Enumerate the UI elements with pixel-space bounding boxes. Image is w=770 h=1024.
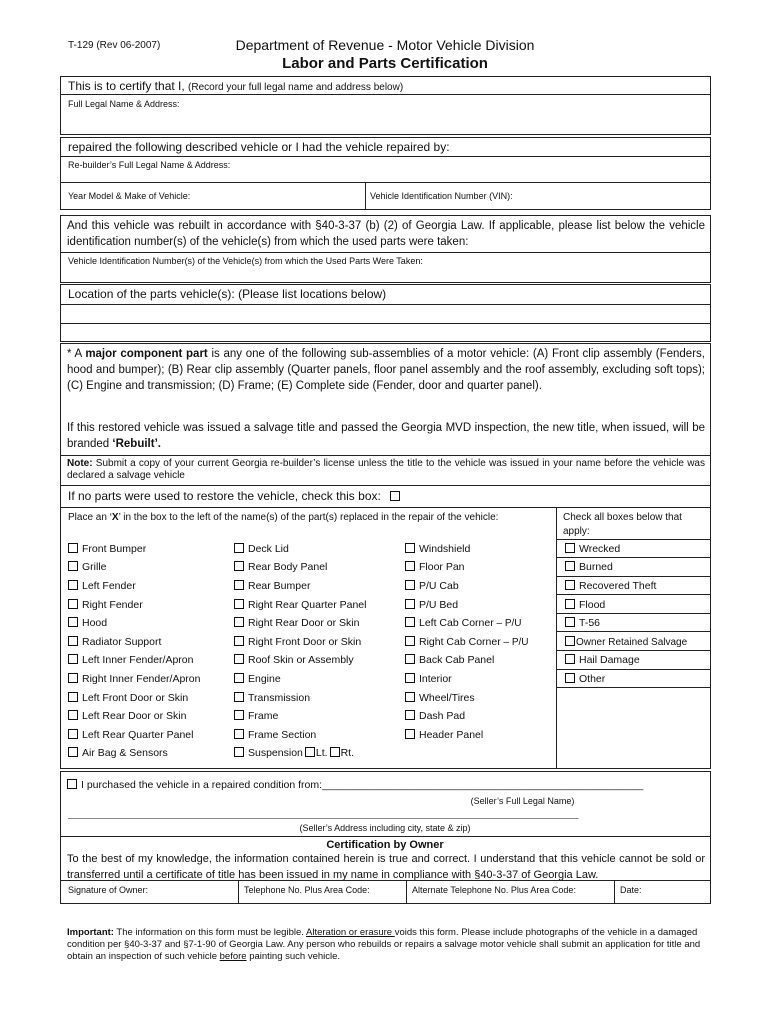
status-checkbox-burned[interactable]: Burned — [565, 559, 613, 576]
note-text: Note: Submit a copy of your current Georgia re-builder’s license unless the title to the vehicle was issued in your name before the vehicle was declared a salvage vehicle — [67, 458, 705, 481]
checkbox-icon[interactable] — [565, 673, 575, 683]
part-checkbox-right-rear-door[interactable]: Right Rear Door or Skin — [234, 615, 359, 632]
checkbox-icon[interactable] — [565, 636, 575, 646]
form-code: T-129 (Rev 06-2007) — [68, 40, 161, 51]
checkbox-icon[interactable] — [234, 673, 244, 683]
checkbox-icon[interactable] — [234, 580, 244, 590]
checkbox-icon[interactable] — [68, 654, 78, 664]
checkbox-icon[interactable] — [405, 636, 415, 646]
part-checkbox-windshield[interactable]: Windshield — [405, 541, 470, 558]
checkbox-icon[interactable] — [68, 561, 78, 571]
part-checkbox-back-cab-panel[interactable]: Back Cab Panel — [405, 652, 494, 669]
part-checkbox-header-panel[interactable]: Header Panel — [405, 727, 483, 744]
part-checkbox-left-rear-door[interactable]: Left Rear Door or Skin — [68, 708, 186, 725]
part-checkbox-frame-section[interactable]: Frame Section — [234, 727, 316, 744]
checkbox-icon[interactable] — [405, 543, 415, 553]
part-checkbox-right-front-door[interactable]: Right Front Door or Skin — [234, 634, 361, 651]
status-header: Check all boxes below that apply: — [563, 512, 682, 537]
part-checkbox-deck-lid[interactable]: Deck Lid — [234, 541, 289, 558]
parts-instructions: Place an ‘X’ in the box to the left of the name(s) of the part(s) replaced in the repair of the vehicle: — [68, 512, 499, 523]
part-checkbox-pu-bed[interactable]: P/U Bed — [405, 597, 458, 614]
alt-telephone-label: Alternate Telephone No. Plus Area Code: — [412, 885, 576, 895]
vin-label: Vehicle Identification Number (VIN): — [370, 191, 513, 201]
part-checkbox-right-inner-fender[interactable]: Right Inner Fender/Apron — [68, 671, 200, 688]
checkbox-icon[interactable] — [565, 617, 575, 627]
part-checkbox-floor-pan[interactable]: Floor Pan — [405, 559, 465, 576]
part-checkbox-grille[interactable]: Grille — [68, 559, 107, 576]
part-checkbox-rear-bumper[interactable]: Rear Bumper — [234, 578, 310, 595]
location-field-1[interactable] — [62, 306, 708, 321]
purchase-statement: I purchased the vehicle in a repaired condition from:_______________________________________________________ — [67, 779, 643, 791]
rebuilder-label: Re-builder’s Full Legal Name & Address: — [68, 160, 231, 170]
checkbox-icon[interactable] — [68, 729, 78, 739]
important-note: Important: The information on this form must be legible. Alteration or erasure voids this form. Please include photographs of the vehicle in a damaged condition per §40-3-37 and §7-1-90 of Georgia Law. Any person who rebuilds or repairs a salvage motor vehicle shall submit an application for title and obtain an inspection of such vehicle before painting such vehicle. — [67, 927, 701, 962]
part-checkbox-pu-cab[interactable]: P/U Cab — [405, 578, 459, 595]
checkbox-icon[interactable] — [565, 580, 575, 590]
checkbox-icon[interactable] — [68, 747, 78, 757]
owner-cert-title: Certification by Owner — [326, 839, 444, 851]
part-checkbox-suspension[interactable]: Suspension Lt. Rt. — [234, 745, 354, 762]
rebuilt-brand-text: If this restored vehicle was issued a salvage title and passed the Georgia MVD inspection, the new title, when issued, will be branded ‘Rebuilt’. — [67, 422, 705, 450]
seller-address-line[interactable]: ______________________________________________________________________________________________________ — [68, 809, 579, 819]
status-checkbox-hail-damage[interactable]: Hail Damage — [565, 652, 640, 669]
repair-lead: repaired the following described vehicle or I had the vehicle repaired by: — [68, 140, 450, 154]
checkbox-icon[interactable] — [68, 710, 78, 720]
checkbox-icon[interactable] — [68, 599, 78, 609]
location-label: Location of the parts vehicle(s): (Please list locations below) — [68, 287, 387, 301]
checkbox-icon[interactable] — [565, 561, 575, 571]
certify-lead: This is to certify that I, (Record your full legal name and address below) — [68, 79, 404, 93]
purchased-repaired-checkbox[interactable] — [67, 779, 77, 789]
major-component-text: * A major component part is any one of the following sub-assemblies of a motor vehicle: (A) Front clip assembly (Fenders, hood and bumper); (B) Rear clip assembly (Quarter panels, floor panel assembly and the roof assembly, excluding soft tops); (C) Engine and transmission; (D) Frame; (E) Complete side (Fender, door and quarter panel). — [67, 348, 705, 392]
part-checkbox-left-inner-fender[interactable]: Left Inner Fender/Apron — [68, 652, 194, 669]
part-checkbox-rear-body-panel[interactable]: Rear Body Panel — [234, 559, 327, 576]
part-checkbox-frame[interactable]: Frame — [234, 708, 278, 725]
checkbox-icon[interactable] — [565, 543, 575, 553]
form-title: Labor and Parts Certification — [282, 55, 488, 72]
checkbox-icon[interactable] — [405, 561, 415, 571]
status-checkbox-other[interactable]: Other — [565, 671, 605, 688]
part-checkbox-dash-pad[interactable]: Dash Pad — [405, 708, 465, 725]
year-make-label: Year Model & Make of Vehicle: — [68, 191, 191, 201]
part-checkbox-left-front-door[interactable]: Left Front Door or Skin — [68, 690, 188, 707]
no-parts-text: If no parts were used to restore the vehicle, check this box: — [68, 489, 400, 503]
part-checkbox-right-rear-quarter[interactable]: Right Rear Quarter Panel — [234, 597, 366, 614]
part-checkbox-right-cab-corner[interactable]: Right Cab Corner – P/U — [405, 634, 529, 651]
checkbox-icon[interactable] — [234, 654, 244, 664]
checkbox-icon[interactable] — [405, 580, 415, 590]
vin-field[interactable] — [368, 201, 708, 209]
full-name-label: Full Legal Name & Address: — [68, 99, 180, 109]
location-field-2[interactable] — [62, 325, 708, 340]
checkbox-icon[interactable] — [68, 673, 78, 683]
checkbox-icon[interactable] — [405, 654, 415, 664]
checkbox-icon[interactable] — [405, 729, 415, 739]
checkbox-icon[interactable] — [68, 580, 78, 590]
checkbox-icon[interactable] — [565, 654, 575, 664]
checkbox-icon[interactable] — [234, 617, 244, 627]
rebuilder-field[interactable] — [62, 170, 708, 181]
date-label: Date: — [620, 885, 642, 895]
seller-name-caption: (Seller’s Full Legal Name) — [470, 796, 575, 806]
rebuilt-text: And this vehicle was rebuilt in accordance with §40-3-37 (b) (2) of Georgia Law. If applicable, please list below the vehicle identification number(s) of the vehicle(s) from which the used parts were taken: — [67, 220, 705, 248]
checkbox-icon[interactable] — [68, 636, 78, 646]
full-name-field[interactable] — [62, 112, 708, 132]
status-checkbox-t56[interactable]: T-56 — [565, 615, 600, 632]
checkbox-icon[interactable] — [234, 729, 244, 739]
part-checkbox-interior[interactable]: Interior — [405, 671, 452, 688]
part-checkbox-engine[interactable]: Engine — [234, 671, 281, 688]
status-checkbox-owner-retained[interactable]: Owner Retained Salvage — [565, 634, 687, 651]
checkbox-icon[interactable] — [405, 692, 415, 702]
telephone-label: Telephone No. Plus Area Code: — [244, 885, 370, 895]
checkbox-icon[interactable] — [234, 543, 244, 553]
used-parts-vins-label: Vehicle Identification Number(s) of the Vehicle(s) from which the Used Parts Were Taken: — [68, 256, 423, 266]
suspension-right-checkbox[interactable] — [330, 747, 340, 757]
checkbox-icon[interactable] — [405, 710, 415, 720]
part-checkbox-transmission[interactable]: Transmission — [234, 690, 310, 707]
owner-cert-text: To the best of my knowledge, the information contained herein is true and correct. I understand that this vehicle cannot be sold or transferred until a certificate of title has been issued in my name in compliance with §40-3-37 of Georgia Law. — [67, 853, 705, 881]
part-checkbox-hood[interactable]: Hood — [68, 615, 107, 632]
part-checkbox-wheel-tires[interactable]: Wheel/Tires — [405, 690, 475, 707]
status-checkbox-recovered-theft[interactable]: Recovered Theft — [565, 578, 656, 595]
checkbox-icon[interactable] — [565, 599, 575, 609]
checkbox-icon[interactable] — [234, 636, 244, 646]
used-parts-vins-field[interactable] — [62, 268, 708, 281]
part-checkbox-left-fender[interactable]: Left Fender — [68, 578, 136, 595]
status-checkbox-flood[interactable]: Flood — [565, 597, 605, 614]
seller-address-caption: (Seller’s Address including city, state & zip) — [299, 823, 471, 833]
checkbox-icon[interactable] — [234, 561, 244, 571]
checkbox-icon[interactable] — [68, 543, 78, 553]
checkbox-icon[interactable] — [234, 692, 244, 702]
checkbox-icon[interactable] — [405, 599, 415, 609]
part-checkbox-front-bumper[interactable]: Front Bumper — [68, 541, 146, 558]
suspension-left-checkbox[interactable] — [305, 747, 315, 757]
checkbox-icon[interactable] — [405, 617, 415, 627]
checkbox-icon[interactable] — [234, 599, 244, 609]
part-checkbox-roof-skin[interactable]: Roof Skin or Assembly — [234, 652, 354, 669]
checkbox-icon[interactable] — [234, 747, 244, 757]
part-checkbox-left-rear-quarter[interactable]: Left Rear Quarter Panel — [68, 727, 193, 744]
part-checkbox-air-bag[interactable]: Air Bag & Sensors — [68, 745, 168, 762]
part-checkbox-right-fender[interactable]: Right Fender — [68, 597, 143, 614]
department-title: Department of Revenue - Motor Vehicle Division — [235, 37, 535, 53]
no-parts-checkbox[interactable] — [390, 491, 400, 501]
checkbox-icon[interactable] — [68, 617, 78, 627]
status-checkbox-wrecked[interactable]: Wrecked — [565, 541, 620, 558]
checkbox-icon[interactable] — [405, 673, 415, 683]
checkbox-icon[interactable] — [234, 710, 244, 720]
part-checkbox-radiator-support[interactable]: Radiator Support — [68, 634, 161, 651]
checkbox-icon[interactable] — [68, 692, 78, 702]
part-checkbox-left-cab-corner[interactable]: Left Cab Corner – P/U — [405, 615, 522, 632]
signature-label: Signature of Owner: — [68, 885, 149, 895]
year-make-field[interactable] — [62, 201, 362, 209]
